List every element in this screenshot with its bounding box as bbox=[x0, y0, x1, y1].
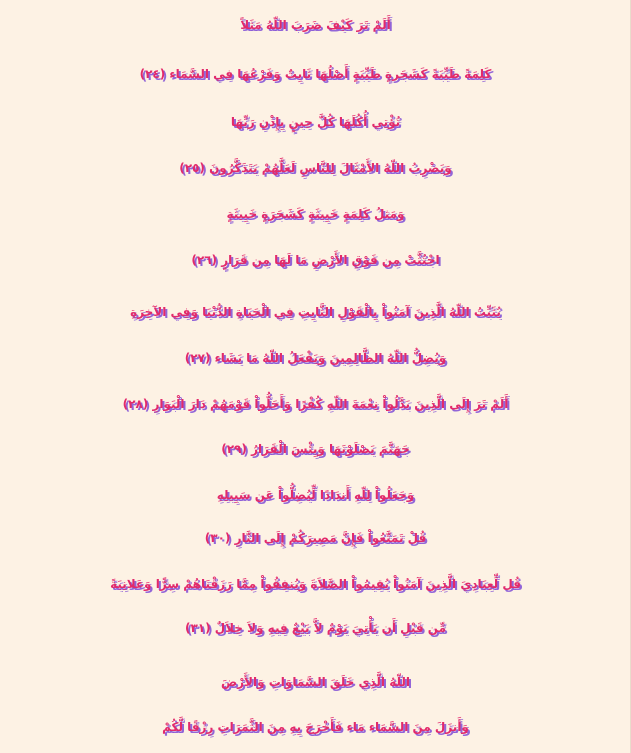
verse-line-9: أَلَمْ تَرَ إِلَى الَّذِينَ بَدَّلُواْ نِعْمَةَ اللّهِ كُفْرًا وَأَحَلُّواْ قَوْمَهُمْ دَارَ الْبَوَارِ (٢٨) bbox=[122, 397, 509, 411]
verse-line-2: كَلِمَةً طَيِّبَةً كَشَجَرةٍ طَيِّبَةٍ أَصْلُهَا ثَابِتٌ وَفَرْعُهَا فِي السَّمَاء (٢٤) bbox=[139, 67, 492, 81]
verse-line-7: يُثَبِّتُ اللّهُ الَّذِينَ آمَنُواْ بِالْقَوْلِ الثَّابِتِ فِي الْحَيَاةِ الدُّنْيَا وَفِي الآخِرَةِ bbox=[130, 305, 501, 319]
verse-line-13: قُل لِّعِبَادِيَ الَّذِينَ آمَنُواْ يُقِيمُواْ الصَّلاَةَ وَيُنفِقُواْ مِمَّا رَزَقْنَاهُمْ سِرًّا وَعَلانِيَةً bbox=[110, 577, 521, 591]
verse-line-10: جَهَنَّمَ يَصْلَوْنَهَا وَبِئْسَ الْقَرَارُ (٢٩) bbox=[221, 442, 410, 456]
verse-line-14: مِّن قَبْلِ أَن يَأْتِيَ يَوْمٌ لاَّ بَيْعٌ فِيهِ وَلاَ خِلاَلٌ (٣١) bbox=[184, 621, 447, 635]
verse-line-1: أَلَمْ تَرَ كَيْفَ ضَرَبَ اللّهُ مَثَلاً bbox=[240, 18, 391, 32]
verse-line-11: وَجَعَلُواْ لِلّهِ أَندَادًا لِّيُضِلُّواْ عَن سَبِيلِهِ bbox=[216, 488, 415, 502]
verse-line-4: وَيَضْرِبُ اللّهُ الأَمْثَالَ لِلنَّاسِ لَعَلَّهُمْ يَتَذَكَّرُونَ (٢٥) bbox=[179, 161, 452, 175]
verse-line-6: اجْتُثَّتْ مِن فَوْقِ الأَرْضِ مَا لَهَا مِن قَرَارٍ (٢٦) bbox=[191, 253, 440, 267]
verse-line-3: تُؤْتِي أُكُلَهَا كُلَّ حِينٍ بِإِذْنِ رَبِّهَا bbox=[230, 115, 401, 129]
verse-line-15: اللّهُ الَّذِي خَلَقَ السَّمَاوَاتِ وَالأَرْضَ bbox=[221, 675, 410, 689]
verse-line-8: وَيُضِلُّ اللّهُ الظَّالِمِينَ وَيَفْعَلُ اللّهُ مَا يَشَاء (٢٧) bbox=[184, 351, 447, 365]
verse-line-16: وَأَنزَلَ مِنَ السَّمَاء مَاء فَأَخْرَجَ بِهِ مِنَ الثَّمَرَاتِ رِزْقًا لَّكُمْ bbox=[162, 720, 469, 734]
verse-line-5: وَمَثلُ كَلِمَةٍ خَبِيثَةٍ كَشَجَرَةٍ خَبِيثَةٍ bbox=[226, 207, 405, 221]
verse-line-12: قُلْ تَمَتَّعُواْ فَإِنَّ مَصِيرَكُمْ إِلَى النَّارِ (٣٠) bbox=[204, 531, 427, 545]
